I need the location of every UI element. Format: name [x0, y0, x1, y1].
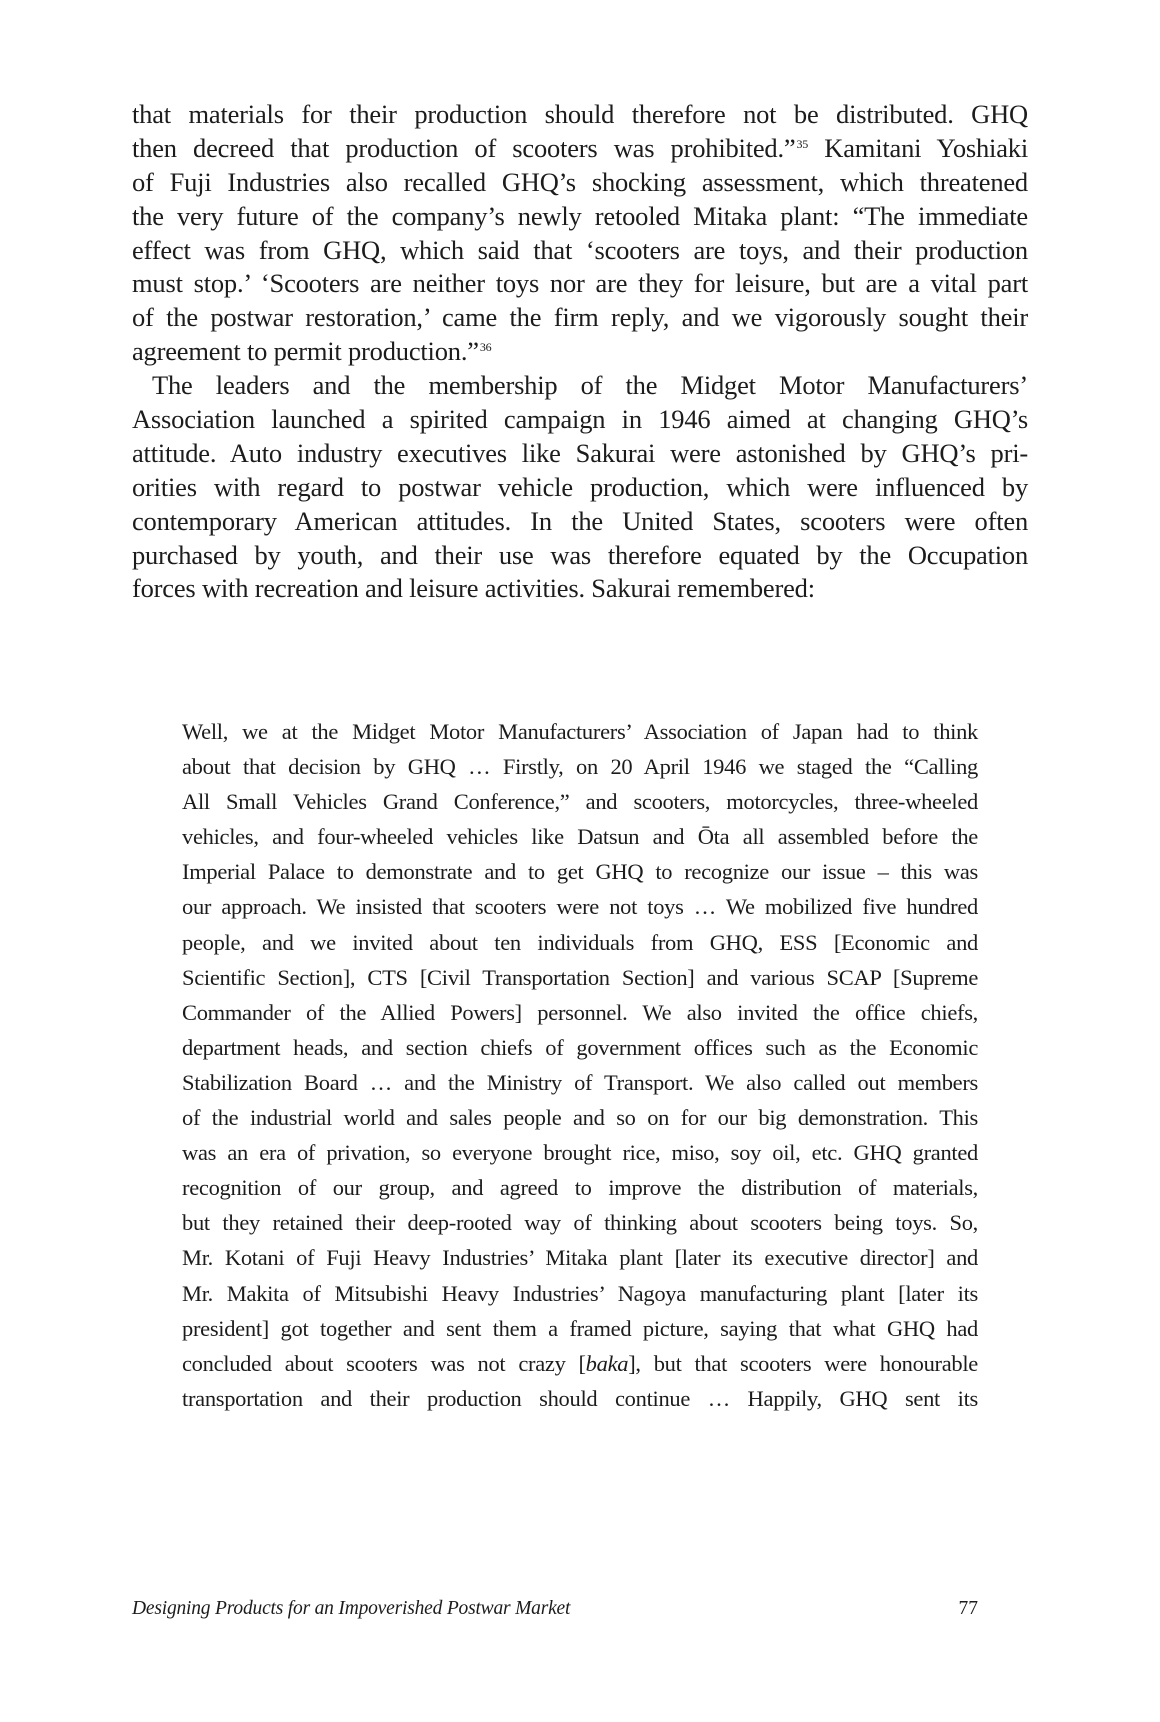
text-line: attitude. Auto industry executives like Sakurai were astonished by GHQ’s pri-	[132, 437, 1028, 468]
text-line: that materials for their production should therefore not be distributed. GHQ	[132, 99, 1028, 129]
text-line	[132, 335, 1028, 369]
page-footer	[132, 1598, 978, 1624]
text-line: contemporary American attitudes. In the United States, scooters were often	[132, 505, 1028, 536]
text-line: of the postwar restoration,’ came the firm reply, and we vigorously sought their	[132, 302, 1028, 333]
italic-term: baka	[585, 1350, 629, 1376]
quote-line: president] got together and sent them a framed picture, saying that what GHQ had	[182, 1315, 978, 1341]
text-line: orities with regard to postwar vehicle production, which were influenced by	[132, 471, 1028, 502]
footnote-reference[interactable]: 36	[479, 340, 492, 355]
text-segment: Kamitani Yoshiaki	[808, 132, 1028, 163]
quote-line: was an era of privation, so everyone brought rice, miso, soy oil, etc. GHQ granted	[182, 1140, 978, 1166]
quote-line: Well, we at the Midget Motor Manufacturers’ Association of Japan had to think	[182, 719, 978, 744]
text-line: purchased by youth, and their use was therefore equated by the Occupation	[132, 539, 1028, 570]
quote-line: of the industrial world and sales people and so on for our big demonstration. This	[182, 1105, 978, 1131]
quote-line: Scientific Section], CTS [Civil Transportation Section] and various SCAP [Supreme	[182, 964, 978, 990]
text-segment: agreement to permit production.”	[132, 336, 479, 367]
text-segment: ], but that scooters were honourable	[628, 1350, 978, 1376]
running-title: Designing Products for an Impoverished Postwar Market	[132, 1598, 571, 1619]
page-number: 77	[958, 1598, 978, 1619]
quote-line: but they retained their deep-rooted way of thinking about scooters being toys. So,	[182, 1210, 978, 1236]
text-line: The leaders and the membership of the Midget Motor Manufacturers’	[152, 370, 1028, 401]
quote-line: about that decision by GHQ … Firstly, on 20 April 1946 we staged the “Calling	[182, 754, 978, 780]
quote-line: department heads, and section chiefs of government offices such as the Economic	[182, 1034, 978, 1060]
quote-line: Imperial Palace to demonstrate and to get GHQ to recognize our issue – this was	[182, 859, 978, 885]
body-text	[132, 98, 1028, 606]
quote-line: recognition of our group, and agreed to improve the distribution of materials,	[182, 1175, 978, 1201]
text-line	[132, 132, 1028, 166]
quote-line: Stabilization Board … and the Ministry of Transport. We also called out members	[182, 1069, 978, 1095]
quote-line: Mr. Kotani of Fuji Heavy Industries’ Mitaka plant [later its executive director] and	[182, 1245, 978, 1271]
block-quote	[182, 714, 978, 1416]
quote-line: our approach. We insisted that scooters were not toys … We mobilized five hundred	[182, 894, 978, 920]
text-line: forces with recreation and leisure activities. Sakurai remembered:	[132, 573, 815, 604]
quote-line: Commander of the Allied Powers] personnel. We also invited the office chiefs,	[182, 999, 978, 1025]
text-line: effect was from GHQ, which said that ‘scooters are toys, and their production	[132, 234, 1028, 265]
text-segment: then decreed that production of scooters was prohibited.”	[132, 132, 796, 163]
quote-line: people, and we invited about ten individuals from GHQ, ESS [Economic and	[182, 929, 978, 955]
text-segment: concluded about scooters was not crazy [	[182, 1350, 586, 1376]
quote-line: vehicles, and four-wheeled vehicles like Datsun and Ōta all assembled before the	[182, 824, 978, 850]
quote-line	[182, 1346, 978, 1381]
paragraph-1	[132, 98, 1028, 369]
quote-line: Mr. Makita of Mitsubishi Heavy Industries’ Nagoya manufacturing plant [later its	[182, 1280, 978, 1306]
footnote-reference[interactable]: 35	[796, 136, 809, 151]
quote-line: transportation and their production should continue … Happily, GHQ sent its	[182, 1385, 978, 1411]
quote-line: All Small Vehicles Grand Conference,” and scooters, motorcycles, three-wheeled	[182, 789, 978, 815]
paragraph-2	[132, 369, 1028, 606]
text-line: must stop.’ ‘Scooters are neither toys nor are they for leisure, but are a vital part	[132, 268, 1028, 299]
text-line: the very future of the company’s newly retooled Mitaka plant: “The immediate	[132, 200, 1028, 231]
text-line: Association launched a spirited campaign in 1946 aimed at changing GHQ’s	[132, 404, 1028, 435]
text-line: of Fuji Industries also recalled GHQ’s shocking assessment, which threatened	[132, 166, 1028, 197]
